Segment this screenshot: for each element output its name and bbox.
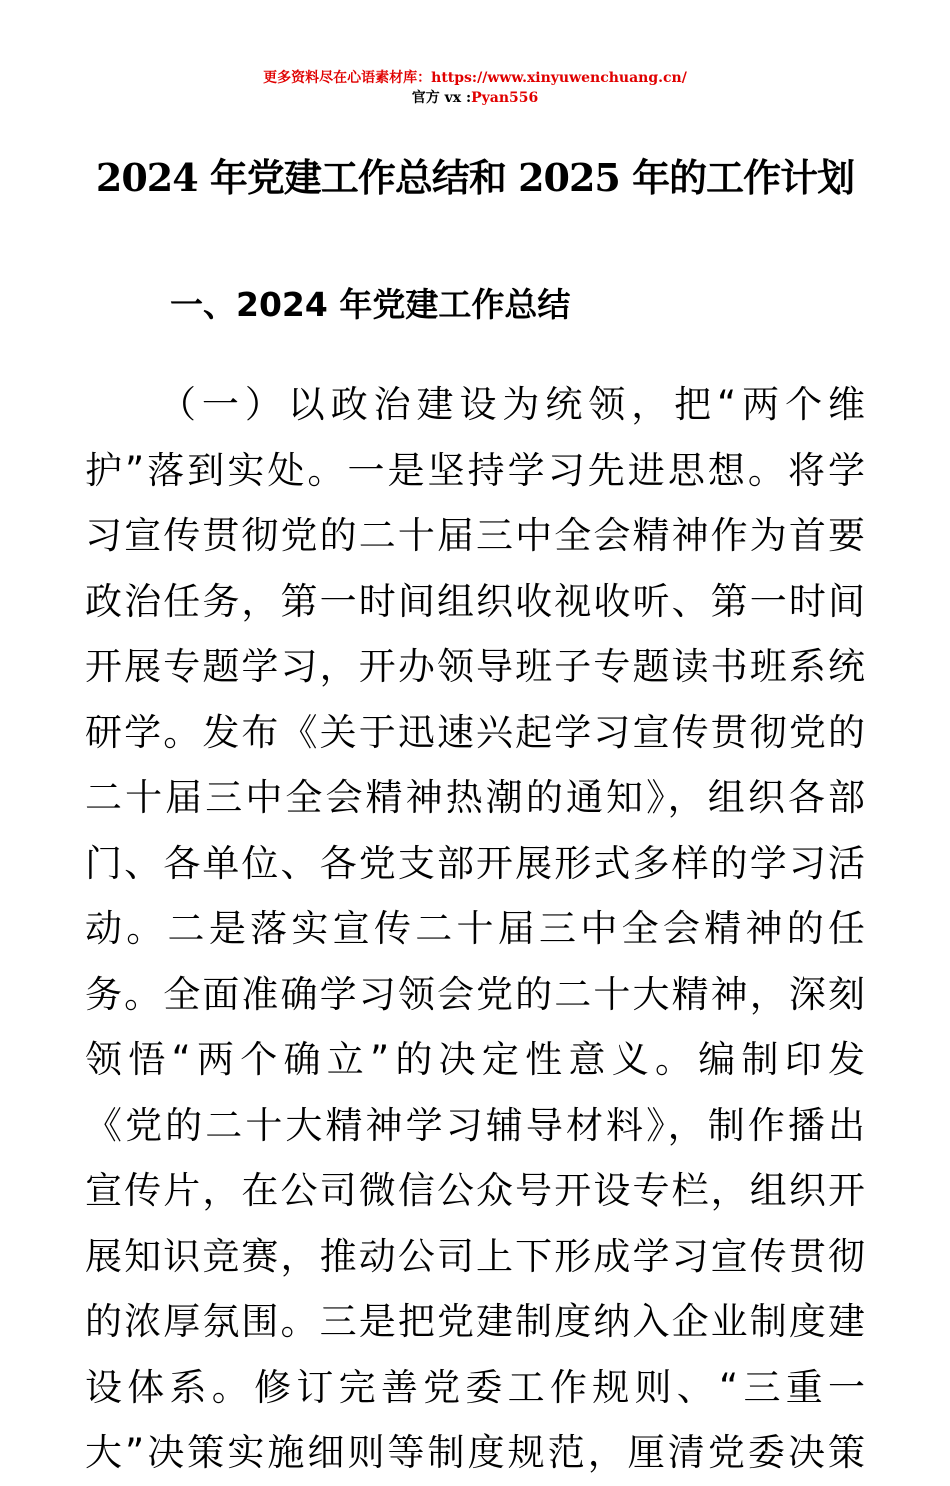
text-line: （一）以政治建设为统领，把“两个维: [159, 383, 865, 426]
watermark-header: [0, 68, 950, 108]
text-line: 政治任务，第一时间组织收视收听、第一时间: [85, 579, 865, 623]
text-line: 护”落到实处。一是坚持学习先进思想。将学: [85, 448, 865, 492]
document-title: 2024 年党建工作总结和 2025 年的工作计划: [95, 155, 855, 200]
contact-label: 官方 vx :: [411, 90, 472, 106]
text-line: 的浓厚氛围。三是把党建制度纳入企业制度建: [85, 1300, 865, 1343]
contact-line: [0, 88, 950, 108]
contact-id: Pyan556: [471, 90, 539, 106]
section-heading: 一、2024 年党建工作总结: [170, 285, 571, 324]
text-line: 展知识竞赛，推动公司上下形成学习宣传贯彻: [85, 1234, 865, 1278]
text-line: 设体系。修订完善党委工作规则、“三重一: [85, 1365, 865, 1409]
text-line: 领悟“两个确立”的决定性意义。编制印发: [85, 1038, 865, 1081]
text-line: 习宣传贯彻党的二十届三中全会精神作为首要: [85, 514, 865, 557]
text-line: 研学。发布《关于迅速兴起学习宣传贯彻党的: [85, 710, 865, 754]
text-line: 《党的二十大精神学习辅导材料》，制作播出: [85, 1103, 865, 1147]
text-line: 开展专题学习，开办领导班子专题读书班系统: [85, 645, 865, 688]
text-line: 大”决策实施细则等制度规范，厘清党委决策: [85, 1431, 865, 1474]
text-line: 宣传片，在公司微信公众号开设专栏，组织开: [85, 1169, 865, 1212]
text-line: 动。二是落实宣传二十届三中全会精神的任: [85, 907, 865, 950]
text-line: 二十届三中全会精神热潮的通知》，组织各部: [85, 776, 865, 819]
body-paragraph: [85, 372, 865, 1486]
text-line: 门、各单位、各党支部开展形式多样的学习活: [85, 841, 865, 885]
source-link-line[interactable]: 更多资料尽在心语素材库：https://www.xinyuwenchuang.cn/: [263, 70, 687, 86]
text-line: 务。全面准确学习领会党的二十大精神，深刻: [85, 972, 865, 1016]
